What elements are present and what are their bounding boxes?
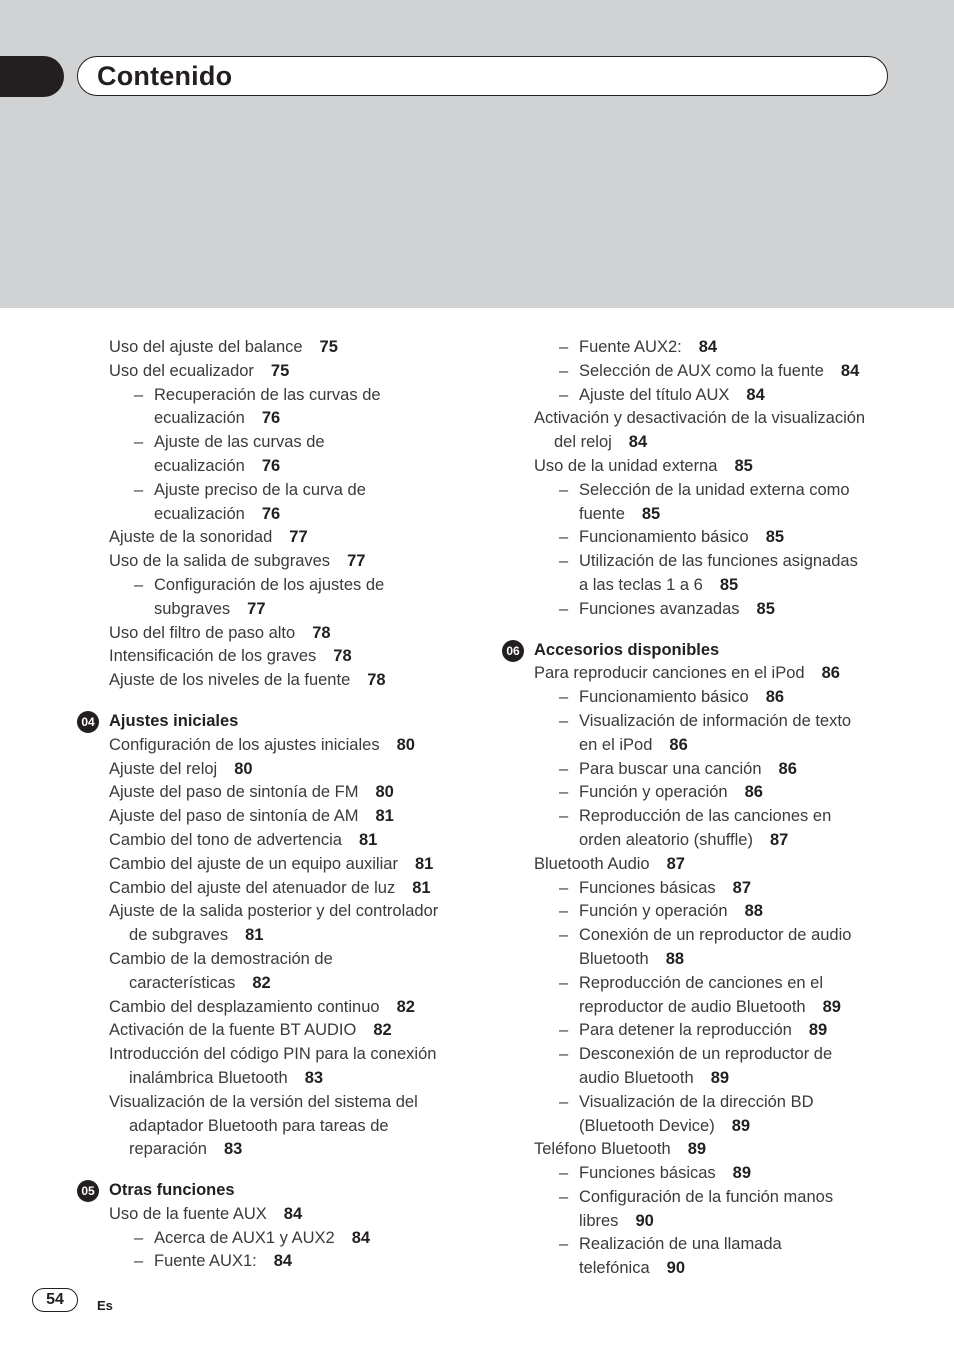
toc-page-number: 84 [698,338,718,356]
toc-entry[interactable] [534,455,914,479]
toc-subentry[interactable] [534,829,914,853]
dash-bullet: – [559,878,569,897]
toc-entry-text: reparación [129,1140,207,1159]
toc-entry[interactable] [109,758,481,782]
toc-subentry[interactable] [534,1067,914,1091]
toc-subentry[interactable] [534,1186,914,1210]
toc-page-number: 90 [666,1259,685,1278]
toc-page-number: 84 [283,1204,303,1223]
toc-entry-text: ecualización [154,409,245,428]
toc-page-number: 75 [270,361,290,380]
section-heading [506,639,914,663]
toc-subentry[interactable] [534,758,914,782]
toc-entry[interactable] [109,924,481,948]
toc-page-number: 82 [373,1021,392,1040]
toc-entry-text: Selección de la unidad externa como [579,480,850,499]
toc-entry-text: telefónica [579,1259,650,1278]
dash-bullet: – [134,575,144,594]
toc-subentry[interactable] [109,1250,481,1274]
toc-page-number: 89 [687,1140,707,1159]
section-heading [81,1179,481,1203]
toc-page-number: 85 [756,599,775,618]
toc-entry-text: adaptador Bluetooth para tareas de [129,1116,389,1135]
toc-subentry[interactable] [534,479,914,503]
toc-subentry[interactable] [109,598,481,622]
toc-entry-text: Para reproducir canciones en el iPod [534,664,805,683]
dash-bullet: – [559,480,569,499]
toc-page-number: 84 [746,385,765,404]
toc-page-number: 90 [635,1211,654,1230]
dash-bullet: – [559,1021,569,1040]
toc-page-number: 83 [223,1140,243,1159]
toc-page-number: 89 [731,1116,751,1135]
toc-entry[interactable] [109,781,481,805]
toc-entry-text: Cambio del ajuste de un equipo auxiliar [109,854,398,873]
title-frame [77,56,888,96]
toc-subentry[interactable] [534,686,914,710]
toc-page-number: 81 [245,926,264,945]
toc-entry-text: Realización de una llamada [579,1235,782,1254]
toc-entry-text: Ajuste de la salida posterior y del controlador [109,902,439,921]
dash-bullet: – [559,385,569,404]
dash-bullet: – [559,688,569,707]
section-title: Ajustes iniciales [109,711,239,730]
toc-entry[interactable] [109,996,481,1020]
toc-page-number: 77 [289,528,308,547]
toc-subentry[interactable] [534,1019,914,1043]
toc-entry[interactable] [109,1091,481,1115]
toc-subentry[interactable] [534,1210,914,1234]
toc-page-number: 89 [710,1068,730,1087]
toc-entry-text: Cambio de la demostración de [109,949,333,968]
toc-page-number: 85 [719,575,739,594]
section-title: Otras funciones [109,1181,235,1200]
toc-entry[interactable] [109,948,481,972]
toc-entry[interactable] [534,662,914,686]
toc-entry-text: inalámbrica Bluetooth [129,1068,288,1087]
toc-page-number: 85 [734,456,753,475]
toc-entry[interactable] [109,734,481,758]
toc-entry-text: Desconexión de un reproductor de [579,1045,833,1064]
toc-page-number: 85 [765,528,785,547]
toc-entry-text: Reproducción de las canciones en [579,807,832,826]
toc-entry-text: Cambio del ajuste del atenuador de luz [109,878,396,897]
toc-entry-text: subgraves [154,599,231,618]
toc-column-right [506,336,914,1281]
section-number-badge: 06 [502,640,524,662]
toc-entry-text: del reloj [554,433,612,452]
page-number: 54 [32,1288,78,1312]
dash-bullet: – [559,759,569,778]
toc-entry-text: Uso del filtro de paso alto [109,623,296,642]
toc-subentry[interactable] [534,384,914,408]
toc-entry-text: Ajuste del reloj [109,759,218,778]
toc-page-number: 86 [778,759,797,778]
dash-bullet: – [559,361,569,380]
toc-entry-text: características [129,973,236,992]
toc-page-number: 84 [628,433,648,452]
toc-entry-text: Visualización de la versión del sistema del [109,1092,418,1111]
toc-entry-text: Para detener la reproducción [579,1021,792,1040]
toc-entry[interactable] [109,622,481,646]
dash-bullet: – [559,1092,569,1111]
toc-subentry[interactable] [534,1115,914,1139]
toc-entry[interactable] [109,972,481,996]
toc-entry-text: Función y operación [579,783,728,802]
dash-bullet: – [134,1228,144,1247]
toc-page-number: 82 [252,973,271,992]
toc-entry-text: Uso de la salida de subgraves [109,552,331,571]
toc-subentry[interactable] [534,710,914,734]
toc-subentry[interactable] [534,1043,914,1067]
toc-entry-text: Visualización de información de texto [579,711,852,730]
toc-subentry[interactable] [534,1091,914,1115]
toc-entry-text: Ajuste de las curvas de [154,433,325,452]
toc-entry-text: Bluetooth [579,949,649,968]
toc-subentry[interactable] [534,781,914,805]
toc-page-number: 81 [412,878,431,897]
toc-page-number: 81 [414,854,434,873]
toc-subentry[interactable] [109,574,481,598]
toc-entry-text: Bluetooth Audio [534,854,650,873]
toc-entry[interactable] [109,1019,481,1043]
toc-page-number: 76 [261,409,281,428]
dash-bullet: – [559,338,569,356]
toc-entry-text: Recuperación de las curvas de [154,385,381,404]
section-number-badge: 05 [77,1180,99,1202]
toc-entry[interactable] [109,1043,481,1067]
toc-page-number: 83 [304,1068,324,1087]
toc-entry[interactable] [534,407,914,431]
toc-entry[interactable] [534,853,914,877]
toc-page-number: 87 [666,854,685,873]
dash-bullet: – [559,1045,569,1064]
toc-entry[interactable] [109,1203,481,1227]
dash-bullet: – [559,599,569,618]
dash-bullet: – [559,973,569,992]
toc-entry-text: Ajuste de los niveles de la fuente [109,671,351,690]
toc-entry-text: Activación de la fuente BT AUDIO [109,1021,357,1040]
toc-page-number: 82 [396,997,415,1016]
toc-subentry[interactable] [534,1162,914,1186]
toc-entry-text: (Bluetooth Device) [579,1116,715,1135]
toc-page-number: 77 [247,599,266,618]
toc-page-number: 84 [273,1252,293,1271]
dash-bullet: – [559,783,569,802]
toc-entry-text: fuente [579,504,625,523]
toc-entry-text: Selección de AUX como la fuente [579,361,824,380]
toc-page-number: 86 [669,735,688,754]
toc-page-number: 81 [375,807,394,826]
toc-entry-text: reproductor de audio Bluetooth [579,997,806,1016]
toc-page-number: 75 [319,338,338,356]
toc-entry[interactable] [109,645,481,669]
toc-subentry[interactable] [534,503,914,527]
toc-subentry[interactable] [534,574,914,598]
dash-bullet: – [134,480,144,499]
toc-subentry[interactable] [109,503,481,527]
toc-entry-text: Ajuste del paso de sintonía de FM [109,783,359,802]
toc-entry-text: Utilización de las funciones asignadas [579,552,858,571]
toc-entry[interactable] [109,336,481,360]
toc-entry[interactable] [109,877,481,901]
toc-entry[interactable] [109,829,481,853]
toc-entry-text: Cambio del tono de advertencia [109,830,342,849]
toc-entry[interactable] [109,805,481,829]
toc-entry[interactable] [109,360,481,384]
header-band [0,0,954,308]
toc-entry-text: Funciones básicas [579,1164,716,1183]
dash-bullet: – [559,528,569,547]
toc-entry-text: Configuración de los ajustes iniciales [109,735,380,754]
dash-bullet: – [134,385,144,404]
toc-entry-text: audio Bluetooth [579,1068,694,1087]
toc-subentry[interactable] [109,455,481,479]
toc-page-number: 80 [234,759,253,778]
toc-subentry[interactable] [534,900,914,924]
toc-page-number: 80 [375,783,394,802]
toc-entry[interactable] [109,1138,481,1162]
toc-entry-text: Uso del ecualizador [109,361,254,380]
toc-page-number: 76 [261,504,281,523]
dash-bullet: – [559,1187,569,1206]
toc-entry-text: ecualización [154,456,245,475]
toc-page-number: 86 [744,783,763,802]
toc-entry-text: Visualización de la dirección BD [579,1092,814,1111]
toc-page-number: 84 [351,1228,371,1247]
toc-page-number: 89 [808,1021,828,1040]
language-code: Es [97,1298,113,1313]
toc-subentry[interactable] [534,360,914,384]
toc-entry-text: Funciones avanzadas [579,599,740,618]
toc-entry-text: Teléfono Bluetooth [534,1140,671,1159]
section-heading [81,710,481,734]
toc-subentry[interactable] [534,598,914,622]
toc-entry-text: Configuración de la función manos [579,1187,834,1206]
toc-subentry[interactable] [534,877,914,901]
toc-entry-text: de subgraves [129,926,229,945]
toc-entry-text: Ajuste preciso de la curva de [154,480,366,499]
dash-bullet: – [559,902,569,921]
page-title: Contenido [97,61,233,91]
toc-entry-text: Fuente AUX2: [579,338,682,356]
toc-entry-text: en el iPod [579,735,653,754]
dash-bullet: – [134,433,144,452]
toc-entry-text: Ajuste de la sonoridad [109,528,273,547]
dash-bullet: – [559,552,569,571]
toc-entry-text: Uso de la fuente AUX [109,1204,267,1223]
toc-subentry[interactable] [534,805,914,829]
toc-page-number: 86 [821,664,840,683]
toc-entry[interactable] [534,431,914,455]
toc-subentry[interactable] [534,996,914,1020]
toc-page-number: 87 [769,830,789,849]
toc-entry-text: Conexión de un reproductor de audio [579,926,852,945]
section-tab-marker [0,56,64,97]
toc-column-left [81,336,481,1274]
toc-entry-text: Uso de la unidad externa [534,456,718,475]
toc-subentry[interactable] [534,948,914,972]
dash-bullet: – [559,711,569,730]
toc-entry-text: Intensificación de los graves [109,647,317,666]
toc-page-number: 87 [732,878,752,897]
toc-entry-text: Cambio del desplazamiento continuo [109,997,380,1016]
toc-entry-text: a las teclas 1 a 6 [579,575,703,594]
toc-subentry[interactable] [534,550,914,574]
section-number-badge: 04 [77,711,99,733]
toc-subentry[interactable] [534,1233,914,1257]
toc-subentry[interactable] [109,431,481,455]
toc-entry[interactable] [109,853,481,877]
toc-entry-text: Fuente AUX1: [154,1252,257,1271]
toc-page-number: 89 [732,1164,752,1183]
toc-page-number: 86 [765,688,785,707]
toc-entry-text: libres [579,1211,619,1230]
toc-page-number: 78 [367,671,386,690]
toc-subentry[interactable] [534,336,914,360]
toc-entry-text: Ajuste del título AUX [579,385,730,404]
toc-entry-text: orden aleatorio (shuffle) [579,830,753,849]
toc-entry[interactable] [109,550,481,574]
dash-bullet: – [134,1252,144,1271]
toc-page-number: 77 [347,552,366,571]
toc-page-number: 88 [744,902,763,921]
toc-subentry[interactable] [534,1257,914,1281]
dash-bullet: – [559,926,569,945]
toc-entry-text: Función y operación [579,902,728,921]
toc-page-number: 80 [396,735,415,754]
toc-page-number: 84 [840,361,860,380]
toc-page-number: 81 [358,830,378,849]
toc-entry-text: Introducción del código PIN para la conexión [109,1045,437,1064]
toc-entry-text: Funcionamiento básico [579,688,749,707]
toc-subentry[interactable] [109,479,481,503]
toc-entry-text: Funciones básicas [579,878,716,897]
section-title: Accesorios disponibles [534,640,720,659]
toc-entry[interactable] [109,1067,481,1091]
toc-subentry[interactable] [109,407,481,431]
toc-entry[interactable] [109,526,481,550]
toc-page-number: 88 [665,949,685,968]
toc-entry-text: Activación y desactivación de la visualización [534,409,866,428]
toc-subentry[interactable] [534,734,914,758]
dash-bullet: – [559,1235,569,1254]
toc-page-number: 76 [261,456,281,475]
toc-subentry[interactable] [534,924,914,948]
toc-entry-text: Para buscar una canción [579,759,762,778]
dash-bullet: – [559,1164,569,1183]
toc-page-number: 85 [641,504,661,523]
toc-subentry[interactable] [109,1227,481,1251]
toc-subentry[interactable] [534,526,914,550]
toc-entry[interactable] [109,900,481,924]
toc-page-number: 78 [333,647,352,666]
toc-entry-text: Acerca de AUX1 y AUX2 [154,1228,335,1247]
toc-entry[interactable] [534,1138,914,1162]
toc-subentry[interactable] [534,972,914,996]
dash-bullet: – [559,807,569,826]
toc-entry-text: Uso del ajuste del balance [109,338,303,356]
toc-entry-text: Ajuste del paso de sintonía de AM [109,807,359,826]
toc-page-number: 78 [312,623,331,642]
toc-entry[interactable] [109,1115,481,1139]
toc-page-number: 89 [822,997,841,1016]
toc-entry-text: Reproducción de canciones en el [579,973,823,992]
toc-subentry[interactable] [109,384,481,408]
toc-entry[interactable] [109,669,481,693]
toc-entry-text: Configuración de los ajustes de [154,575,385,594]
toc-entry-text: ecualización [154,504,245,523]
toc-entry-text: Funcionamiento básico [579,528,749,547]
